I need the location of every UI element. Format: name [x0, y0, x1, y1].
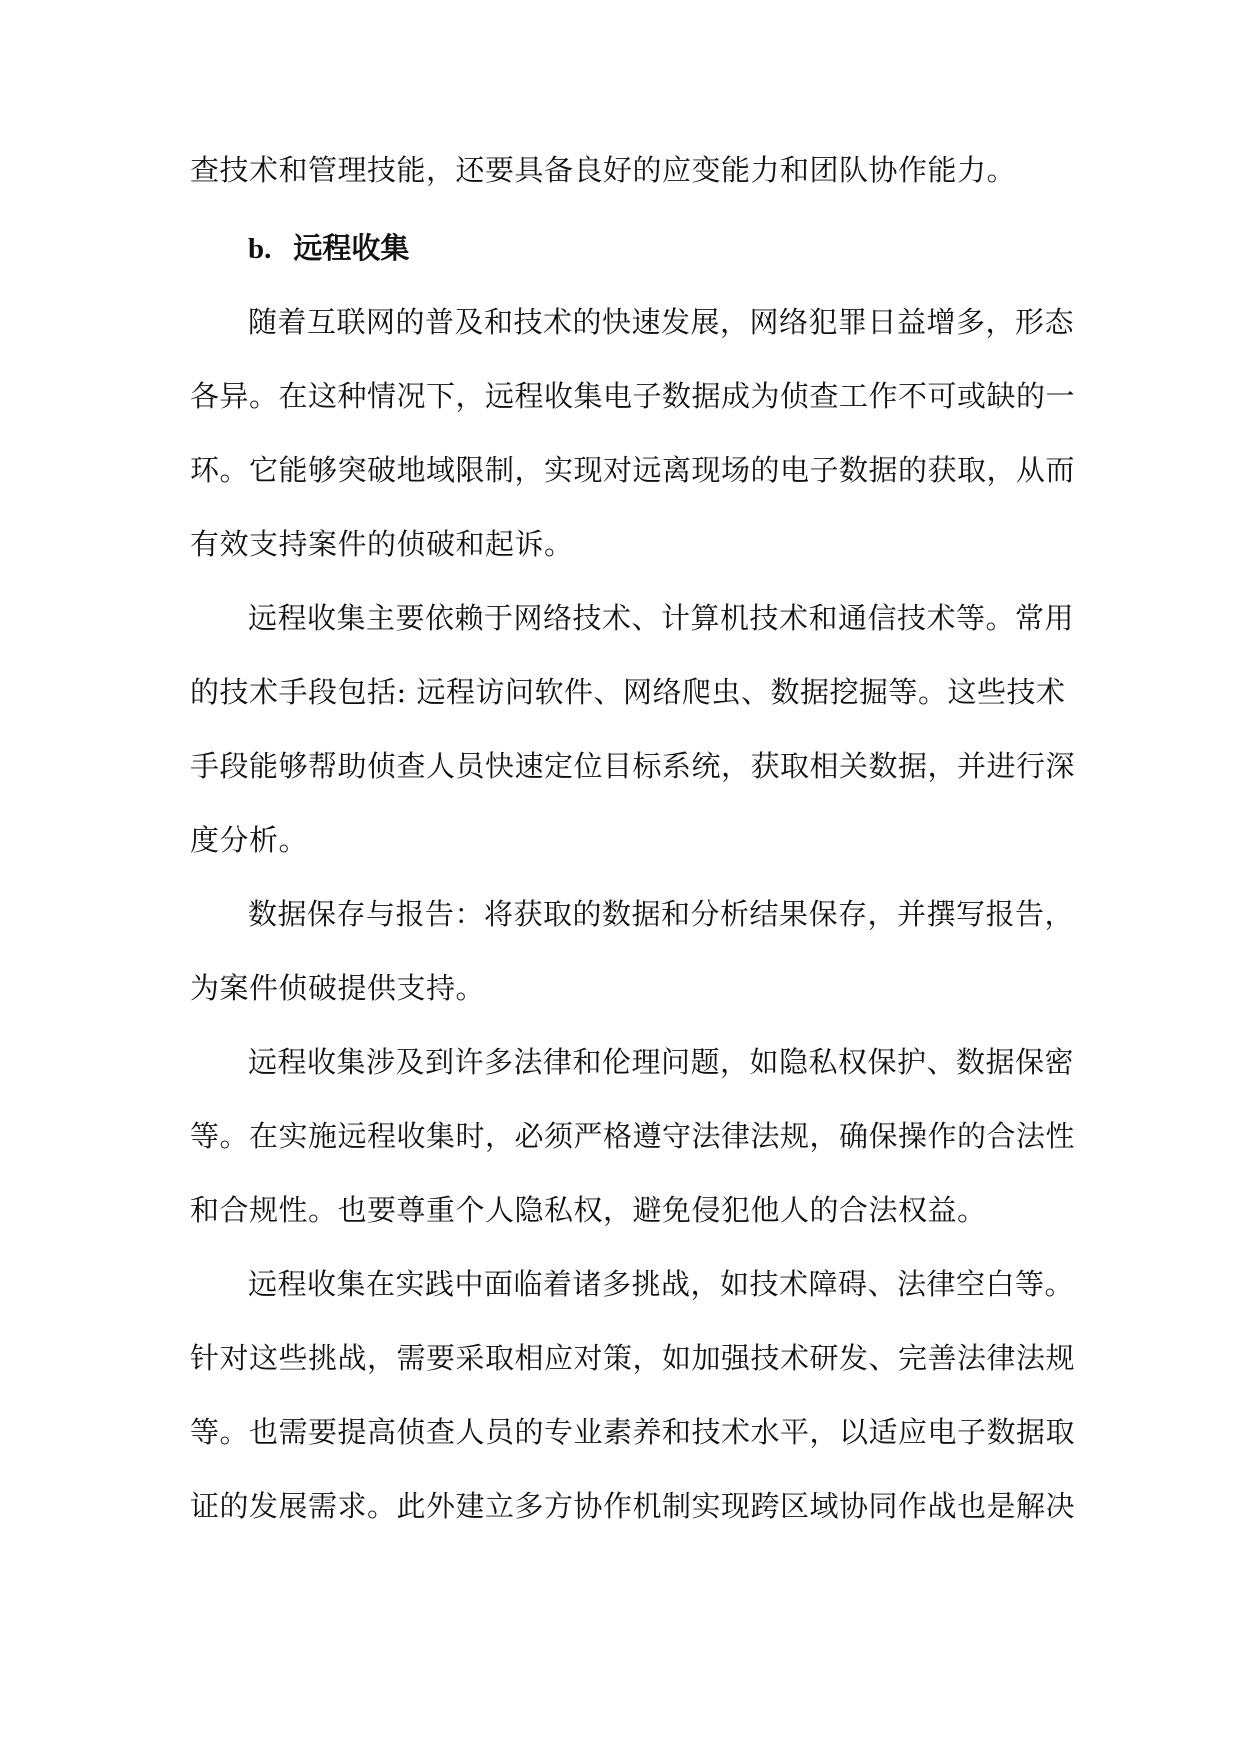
paragraph-line: 数据保存与报告：将获取的数据和分析结果保存，并撰写报告，: [248, 897, 1075, 931]
paragraph-line: 等。也需要提高侦查人员的专业素养和技术水平，以适应电子数据取: [190, 1415, 1076, 1449]
paragraph-line: 有效支持案件的侦破和起诉。: [190, 527, 574, 561]
paragraph-line: 度分析。: [190, 823, 309, 857]
paragraph-line: 针对这些挑战，需要采取相应对策，如加强技术研发、完善法律法规: [190, 1341, 1076, 1375]
paragraph-line: 证的发展需求。此外建立多方协作机制实现跨区域协同作战也是解决: [190, 1489, 1076, 1523]
paragraph-line: 各异。在这种情况下，远程收集电子数据成为侦查工作不可或缺的一: [190, 379, 1076, 413]
paragraph-line: 随着互联网的普及和技术的快速发展，网络犯罪日益增多，形态: [248, 305, 1075, 339]
paragraph-line: 远程收集涉及到许多法律和伦理问题，如隐私权保护、数据保密: [248, 1045, 1075, 1079]
paragraph-line: 查技术和管理技能，还要具备良好的应变能力和团队协作能力。: [190, 153, 1017, 187]
paragraph-line: 等。在实施远程收集时，必须严格遵守法律法规，确保操作的合法性: [190, 1119, 1076, 1153]
paragraph-line: 环。它能够突破地域限制，实现对远离现场的电子数据的获取，从而: [190, 453, 1076, 487]
paragraph-line: 和合规性。也要尊重个人隐私权，避免侵犯他人的合法权益。: [190, 1193, 987, 1227]
section-marker: b.: [248, 233, 272, 265]
paragraph-line: 为案件侦破提供支持。: [190, 971, 486, 1005]
paragraph-line: 远程收集主要依赖于网络技术、计算机技术和通信技术等。常用: [248, 601, 1075, 635]
paragraph-line: 手段能够帮助侦查人员快速定位目标系统，获取相关数据，并进行深: [190, 749, 1076, 783]
paragraph-line: 远程收集在实践中面临着诸多挑战，如技术障碍、法律空白等。: [248, 1267, 1075, 1301]
section-heading: [248, 228, 409, 269]
paragraph-line: 的技术手段包括: 远程访问软件、网络爬虫、数据挖掘等。这些技术: [190, 675, 1066, 709]
section-title: 远程收集: [293, 231, 410, 265]
